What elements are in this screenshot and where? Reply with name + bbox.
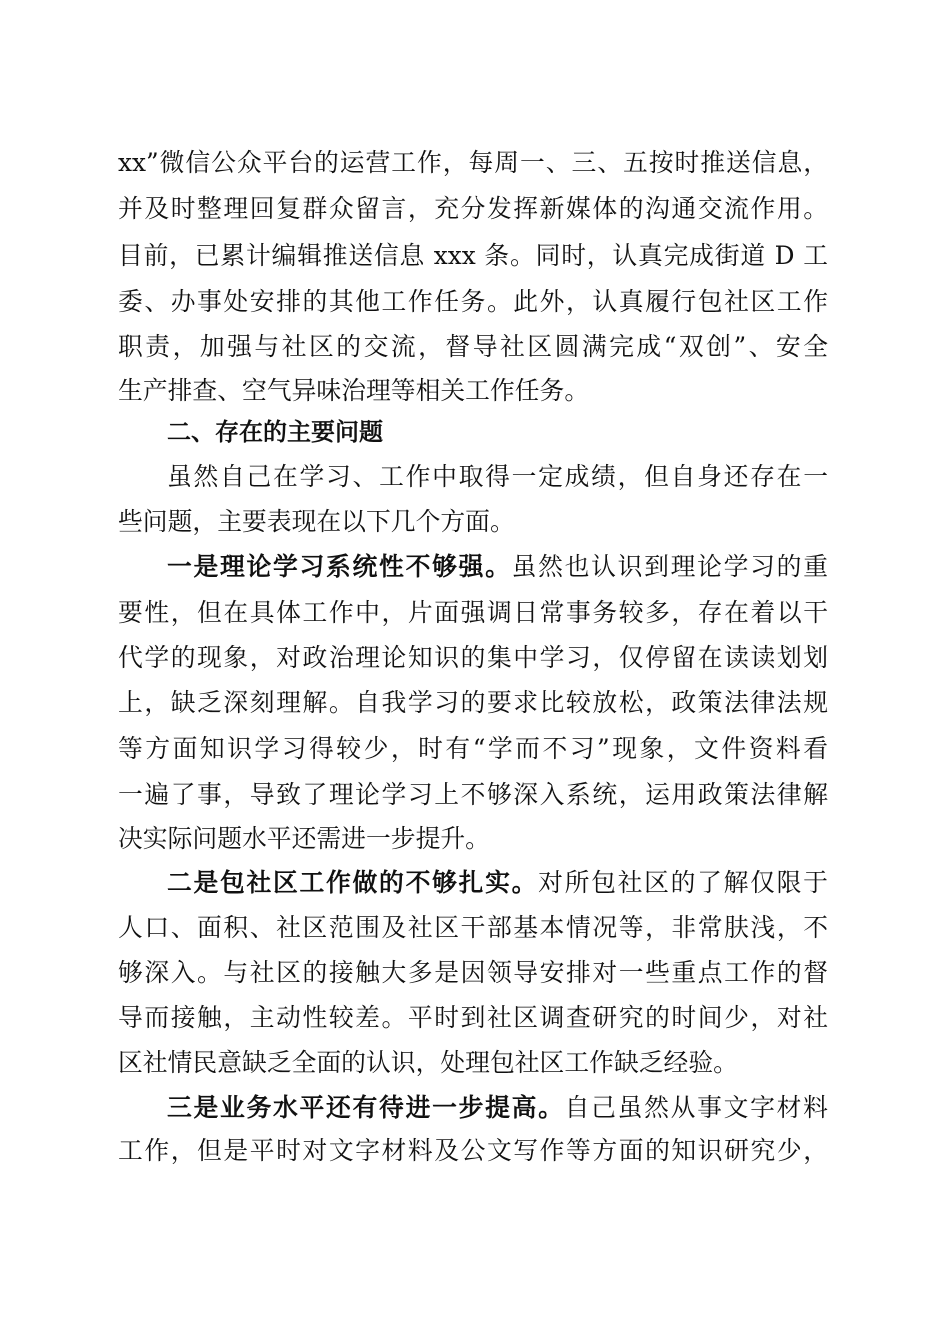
paragraph-line: 导而接触，主动性较差。平时到社区调查研究的时间少，对社: [118, 1003, 828, 1032]
paragraph-line: 代学的现象，对政治理论知识的集中学习，仅停留在读读划划: [118, 643, 828, 672]
paragraph-line: 够深入。与社区的接触大多是因领导安排对一些重点工作的督: [118, 958, 828, 987]
paragraph-line: 生产排查、空气异味治理等相关工作任务。: [118, 376, 590, 405]
paragraph-line: 目前，已累计编辑推送信息 xxx 条。同时，认真完成街道 D 工: [118, 241, 828, 270]
paragraph-line: 些问题，主要表现在以下几个方面。: [118, 507, 515, 536]
problem-first-line: [167, 1088, 828, 1128]
problem-first-line: [167, 863, 828, 903]
paragraph-line: 委、办事处安排的其他工作任务。此外，认真履行包社区工作: [118, 287, 828, 316]
paragraph-line: 等方面知识学习得较少，时有“学而不习”现象，文件资料看: [118, 734, 828, 763]
paragraph-line: 一遍了事，导致了理论学习上不够深入系统，运用政策法律解: [118, 780, 828, 809]
paragraph-line: 并及时整理回复群众留言，充分发挥新媒体的沟通交流作用。: [118, 194, 828, 223]
paragraph-line: 决实际问题水平还需进一步提升。: [118, 824, 490, 853]
paragraph-line: 工作，但是平时对文字材料及公文写作等方面的知识研究少，: [118, 1136, 828, 1165]
problem-first-line: [167, 547, 828, 587]
section-heading: 二、存在的主要问题: [167, 418, 383, 446]
problem-text: 对所包社区的了解仅限于: [538, 868, 828, 897]
paragraph-line: 区社情民意缺乏全面的认识，处理包社区工作缺乏经验。: [118, 1048, 738, 1077]
problem-lead: 一是理论学习系统性不够强。: [167, 552, 512, 581]
paragraph-line: 上，缺乏深刻理解。自我学习的要求比较放松，政策法律法规: [118, 688, 828, 717]
paragraph-line: 职责，加强与社区的交流，督导社区圆满完成“双创”、安全: [118, 332, 828, 361]
problem-text: 虽然也认识到理论学习的重: [511, 552, 828, 581]
paragraph-line: 虽然自己在学习、工作中取得一定成绩，但自身还存在一: [167, 462, 828, 491]
problem-lead: 二是包社区工作做的不够扎实。: [167, 868, 539, 897]
paragraph-line: 要性，但在具体工作中，片面强调日常事务较多，存在着以干: [118, 598, 828, 627]
problem-lead: 三是业务水平还有待进一步提高。: [167, 1093, 565, 1122]
paragraph-line: xx”微信公众平台的运营工作，每周一、三、五按时推送信息，: [118, 148, 828, 177]
problem-text: 自己虽然从事文字材料: [564, 1093, 828, 1122]
paragraph-line: 人口、面积、社区范围及社区干部基本情况等，非常肤浅，不: [118, 913, 828, 942]
